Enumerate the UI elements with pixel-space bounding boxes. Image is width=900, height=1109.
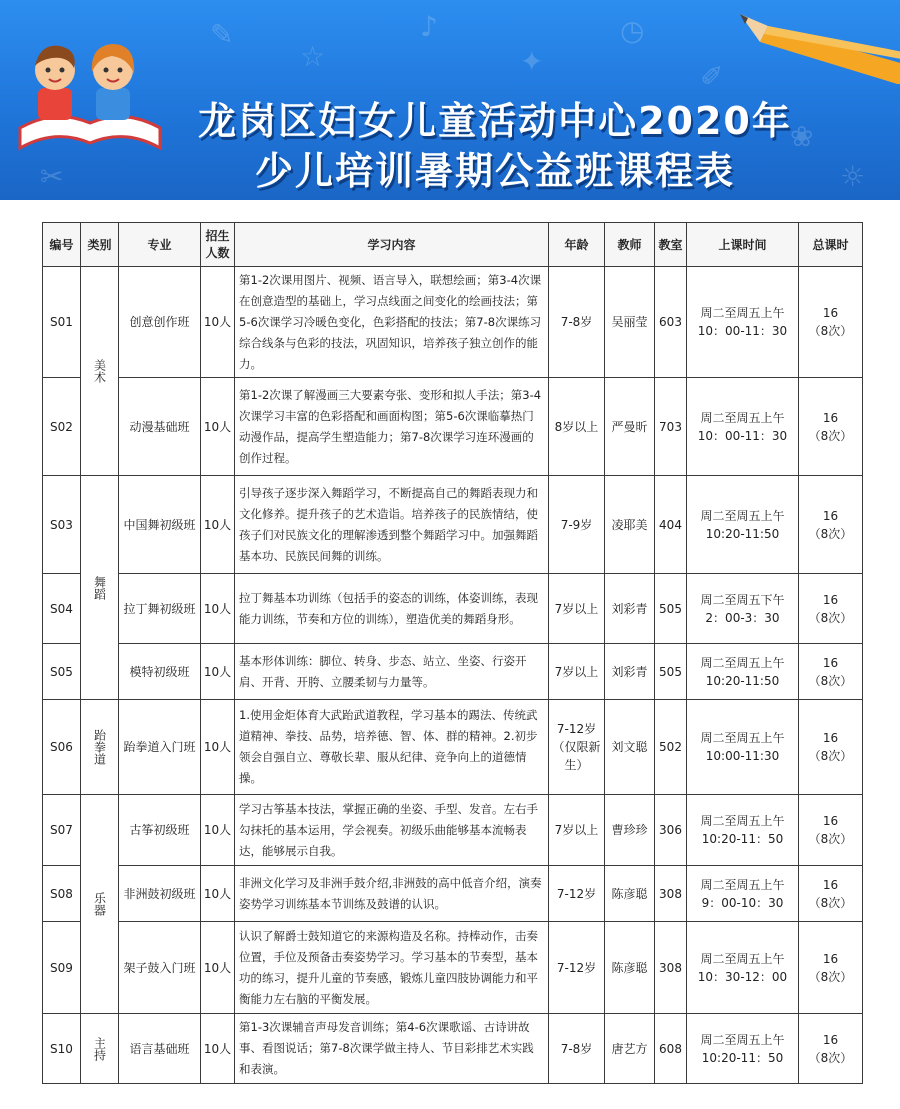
cell-time (687, 476, 799, 574)
cell-category-music: 乐器 (81, 795, 119, 1014)
cell-time (687, 795, 799, 866)
cell-hours (799, 644, 863, 700)
hours-value: 16 (822, 1032, 839, 1047)
table-header-row (43, 223, 863, 267)
hours-note: （8次） (808, 673, 853, 688)
cell-content: 拉丁舞基本功训练（包括手的姿态的训练，体姿训练，表现能力训练，节奏和方位的训练），塑造优美的舞蹈身形。 (235, 574, 549, 644)
cell-content: 第1-2次课用图片、视频、语言导入，联想绘画；第3-4次课在创意造型的基础上，学习点线面之间变化的绘画技法；第5-6次课学习冷暖色变化，色彩搭配的技法；第7-8次课练习综合线条与色彩的技法，巩固知识，培养孩子独立创作的能力。 (235, 267, 549, 378)
time-day: 周二至周五上午 (700, 814, 785, 828)
cell-enroll: 10人 (201, 644, 235, 700)
time-day: 周二至周五上午 (700, 655, 785, 670)
table-row (43, 795, 863, 866)
time-day: 周二至周五上午 (700, 951, 785, 966)
cell-age: 7-12岁 (549, 922, 605, 1014)
cell-content: 引导孩子逐步深入舞蹈学习，不断提高自己的舞蹈表现力和文化修养。提升孩子的艺术造诣。培养孩子的民族情结，使孩子们对民族文化的理解渗透到整个舞蹈学习中。加强舞蹈基本功、民族民间舞的训练。 (235, 476, 549, 574)
time-hour: 10:20-11:50 (705, 673, 780, 688)
cell-teacher: 刘文聪 (605, 700, 655, 795)
cell-teacher: 刘彩青 (605, 644, 655, 700)
header-time: 上课时间 (687, 223, 799, 267)
hours-note: （8次） (808, 526, 853, 541)
cell-enroll: 10人 (201, 700, 235, 795)
hours-value: 16 (822, 410, 839, 425)
cell-time (687, 267, 799, 378)
doodle-icon: ✎ (210, 18, 234, 51)
pencil-icon (740, 4, 900, 84)
cell-room: 308 (655, 922, 687, 1014)
table-row (43, 644, 863, 700)
cell-teacher: 凌耶美 (605, 476, 655, 574)
cell-time (687, 866, 799, 922)
cell-hours (799, 795, 863, 866)
cell-enroll: 10人 (201, 574, 235, 644)
cell-room: 306 (655, 795, 687, 866)
cell-time (687, 700, 799, 795)
cell-room: 308 (655, 866, 687, 922)
header-category: 类别 (81, 223, 119, 267)
cell-age: 7-12岁 (549, 866, 605, 922)
hours-value: 16 (822, 814, 839, 828)
cell-enroll: 10人 (201, 922, 235, 1014)
cell-time (687, 644, 799, 700)
cell-age: 7-9岁 (549, 476, 605, 574)
cell-major: 拉丁舞初级班 (119, 574, 201, 644)
cell-content: 第1-2次课了解漫画三大要素夸张、变形和拟人手法；第3-4次课学习丰富的色彩搭配和画面构图；第5-6次课临摹热门动漫作品，提高学生塑造能力；第7-8次课学习连环漫画的创作过程。 (235, 378, 549, 476)
doodle-icon: ☆ (300, 40, 326, 73)
cell-major: 架子鼓入门班 (119, 922, 201, 1014)
cell-time (687, 1014, 799, 1084)
table-row (43, 267, 863, 378)
cell-hours (799, 476, 863, 574)
cell-room: 608 (655, 1014, 687, 1084)
cell-code: S07 (43, 795, 81, 866)
header-age: 年龄 (549, 223, 605, 267)
cell-hours (799, 574, 863, 644)
time-hour: 10：00-11：30 (697, 428, 788, 443)
table-row (43, 378, 863, 476)
cell-room: 502 (655, 700, 687, 795)
hours-note: （8次） (808, 832, 853, 846)
cell-category-art: 美术 (81, 267, 119, 476)
table-row (43, 700, 863, 795)
hours-note: （8次） (808, 610, 853, 625)
cell-content: 认识了解爵士鼓知道它的来源构造及名称。持棒动作，击奏位置，手位及预备击奏姿势学习。学习基本的节奏型，基本功的练习，提升儿童的节奏感，锻炼儿童四肢协调能力和平衡能力左右脑的平衡发展。 (235, 922, 549, 1014)
cell-teacher: 严曼昕 (605, 378, 655, 476)
cell-teacher: 陈彦聪 (605, 866, 655, 922)
cell-code: S10 (43, 1014, 81, 1084)
cell-category-dance: 舞蹈 (81, 476, 119, 700)
cell-major: 创意创作班 (119, 267, 201, 378)
cell-code: S04 (43, 574, 81, 644)
cell-content: 第1-3次课辅音声母发音训练；第4-6次课歌谣、古诗讲故事、看图说话；第7-8次课学做主持人、节目彩排艺术实践和表演。 (235, 1014, 549, 1084)
cell-code: S01 (43, 267, 81, 378)
cell-hours (799, 1014, 863, 1084)
cell-teacher: 吴丽莹 (605, 267, 655, 378)
cell-enroll: 10人 (201, 476, 235, 574)
cell-category-host: 主持 (81, 1014, 119, 1084)
hours-value: 16 (822, 877, 839, 892)
cell-major: 语言基础班 (119, 1014, 201, 1084)
hours-value: 16 (822, 592, 839, 607)
header-major: 专业 (119, 223, 201, 267)
time-hour: 10:20-11:50 (705, 526, 780, 541)
cell-room: 603 (655, 267, 687, 378)
cell-room: 404 (655, 476, 687, 574)
cell-age: 7-8岁 (549, 267, 605, 378)
doodle-icon: ♪ (420, 10, 438, 43)
doodle-icon: ☼ (840, 160, 866, 193)
cell-age: 7岁以上 (549, 795, 605, 866)
cell-teacher: 刘彩青 (605, 574, 655, 644)
doodle-icon: ✂ (40, 160, 64, 193)
cell-enroll: 10人 (201, 378, 235, 476)
doodle-icon: ◷ (620, 14, 645, 47)
table-row (43, 1014, 863, 1084)
cell-code: S09 (43, 922, 81, 1014)
cell-age: 7-8岁 (549, 1014, 605, 1084)
time-day: 周二至周五上午 (700, 508, 785, 523)
cell-teacher: 唐艺方 (605, 1014, 655, 1084)
header-content: 学习内容 (235, 223, 549, 267)
time-day: 周二至周五上午 (700, 731, 785, 745)
hours-note: （8次） (808, 428, 853, 443)
cell-time (687, 574, 799, 644)
cell-time (687, 378, 799, 476)
time-day: 周二至周五上午 (700, 306, 785, 320)
time-day: 周二至周五上午 (700, 1032, 785, 1047)
cell-major: 动漫基础班 (119, 378, 201, 476)
cell-major: 跆拳道入门班 (119, 700, 201, 795)
cell-enroll: 10人 (201, 795, 235, 866)
page-title-line1: 龙岗区妇女儿童活动中心2020年 (198, 99, 792, 143)
cell-major: 模特初级班 (119, 644, 201, 700)
time-hour: 9：00-10：30 (701, 895, 784, 910)
cell-code: S03 (43, 476, 81, 574)
course-schedule-table (42, 222, 863, 1084)
cell-age: 8岁以上 (549, 378, 605, 476)
hours-note: （8次） (808, 749, 853, 763)
cell-content: 1.使用金炬体育大武跆武道教程，学习基本的踢法、传统武道精神、拳技、品势，培养德、智、体、群的精神。2.初步领会自强自立、尊敬长辈、服从纪律、竞争向上的道德情操。 (235, 700, 549, 795)
time-hour: 10:20-11：50 (701, 832, 784, 846)
time-day: 周二至周五上午 (700, 410, 785, 425)
hours-value: 16 (822, 655, 839, 670)
time-hour: 10：00-11：30 (697, 324, 788, 338)
time-hour: 2：00-3：30 (705, 610, 780, 625)
header-enroll: 招生人数 (201, 223, 235, 267)
time-hour: 10:20-11：50 (701, 1050, 784, 1065)
cell-code: S02 (43, 378, 81, 476)
cell-code: S05 (43, 644, 81, 700)
time-day: 周二至周五下午 (700, 592, 785, 607)
cell-teacher: 曹珍珍 (605, 795, 655, 866)
cell-age: 7-12岁（仅限新生） (549, 700, 605, 795)
table-row (43, 574, 863, 644)
cell-content: 非洲文化学习及非洲手鼓介绍,非洲鼓的高中低音介绍，演奏姿势学习训练基本节训练及鼓谱的认识。 (235, 866, 549, 922)
cell-teacher: 陈彦聪 (605, 922, 655, 1014)
time-day: 周二至周五上午 (700, 877, 785, 892)
cell-enroll: 10人 (201, 267, 235, 378)
page-title-line2: 少儿培训暑期公益班课程表 (254, 149, 735, 193)
header-banner (0, 0, 900, 200)
hours-note: （8次） (808, 969, 853, 984)
cell-content: 基本形体训练：脚位、转身、步态、站立、坐姿、行姿开肩、开背、开胯、立腰柔韧与力量等。 (235, 644, 549, 700)
table-row (43, 922, 863, 1014)
hours-value: 16 (822, 508, 839, 523)
header-hours: 总课时 (799, 223, 863, 267)
cell-hours (799, 378, 863, 476)
cell-category-taekwondo: 跆拳道 (81, 700, 119, 795)
header-room: 教室 (655, 223, 687, 267)
cell-enroll: 10人 (201, 866, 235, 922)
header-teacher: 教师 (605, 223, 655, 267)
cell-room: 703 (655, 378, 687, 476)
cell-age: 7岁以上 (549, 574, 605, 644)
time-hour: 10:00-11:30 (705, 749, 780, 763)
table-row (43, 476, 863, 574)
hours-value: 16 (822, 306, 839, 320)
hours-note: （8次） (808, 1050, 853, 1065)
cell-code: S08 (43, 866, 81, 922)
hours-note: （8次） (808, 324, 853, 338)
cell-hours (799, 866, 863, 922)
cell-hours (799, 700, 863, 795)
hours-value: 16 (822, 731, 839, 745)
cell-hours (799, 267, 863, 378)
header-code: 编号 (43, 223, 81, 267)
cell-code: S06 (43, 700, 81, 795)
cell-major: 非洲鼓初级班 (119, 866, 201, 922)
cell-major: 古筝初级班 (119, 795, 201, 866)
cell-enroll: 10人 (201, 1014, 235, 1084)
cell-hours (799, 922, 863, 1014)
doodle-icon: ✐ (700, 60, 724, 93)
cell-room: 505 (655, 644, 687, 700)
hours-value: 16 (822, 951, 839, 966)
cell-major: 中国舞初级班 (119, 476, 201, 574)
cell-room: 505 (655, 574, 687, 644)
table-row (43, 866, 863, 922)
time-hour: 10：30-12：00 (697, 969, 788, 984)
doodle-icon: ✦ (520, 45, 544, 78)
cell-content: 学习古筝基本技法，掌握正确的坐姿、手型、发音。左右手勾抹托的基本运用，学会视奏。初级乐曲能够基本流畅表达，能够展示自我。 (235, 795, 549, 866)
cell-age: 7岁以上 (549, 644, 605, 700)
doodle-icon: ❀ (790, 120, 814, 153)
cell-time (687, 922, 799, 1014)
hours-note: （8次） (808, 895, 853, 910)
